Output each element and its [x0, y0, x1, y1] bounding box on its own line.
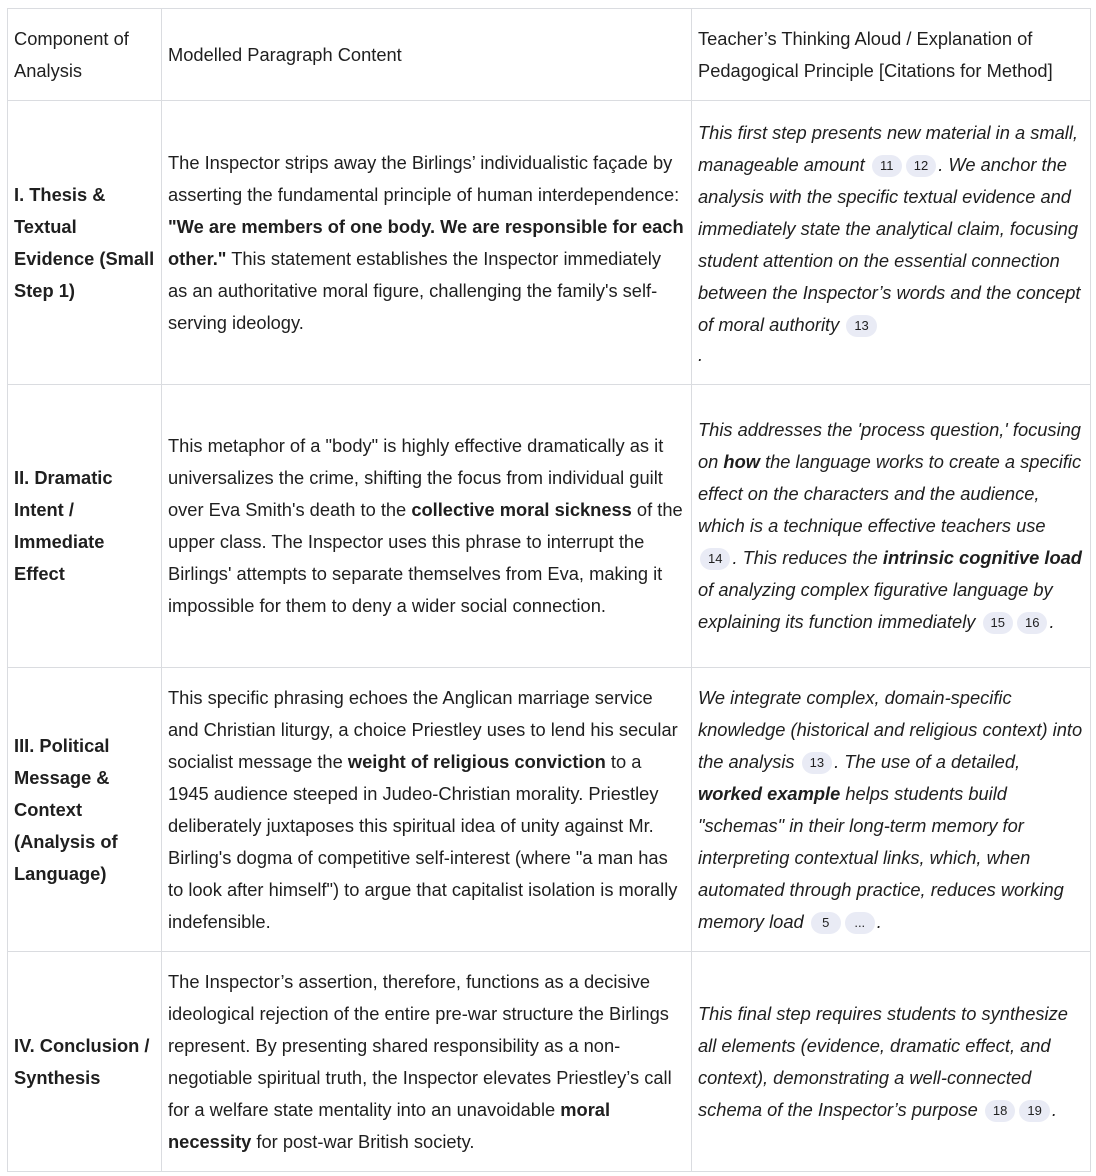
- citation-chip[interactable]: 18: [985, 1100, 1015, 1122]
- paragraph-text: The Inspector’s assertion, therefore, functions as a decisive ideological rejection of the entire pre-war structure the Birlings represent. By presenting shared responsibility as a non-negotiable spiritual truth, the Inspector elevates Priestley’s call for a welfare state mentality into an unavoidable: [168, 970, 672, 1120]
- citation-chip[interactable]: 11: [872, 155, 902, 177]
- explanation-cell: [692, 668, 1091, 952]
- row-component-label: II. Dramatic Intent / Immediate Effect: [8, 385, 162, 668]
- paragraph-text: This statement establishes the Inspector immediately as an authoritative moral figure, challenging the family's self-serving ideology.: [168, 247, 662, 333]
- explanation-text: . The use of a detailed,: [834, 750, 1021, 772]
- explanation-text: .: [876, 910, 882, 932]
- row-component-label: I. Thesis & Textual Evidence (Small Step 1): [8, 101, 162, 385]
- emphasis-text: how: [723, 451, 760, 472]
- table-header-row: [8, 9, 1091, 101]
- explanation-text: helps students build "schemas" in their long-term memory for interpreting contextual links, which, when automated through practice, reduces working memory load: [698, 782, 1064, 932]
- explanation-text: . This reduces the: [732, 547, 883, 568]
- explanation-text: .: [698, 343, 704, 365]
- explanation-text: .: [1049, 611, 1055, 632]
- column-header-explanation: Teacher’s Thinking Aloud / Explanation of Pedagogical Principle [Citations for Method]: [692, 9, 1091, 101]
- paragraph-text: for post-war British society.: [251, 1130, 475, 1152]
- explanation-text: of analyzing complex figurative language by explaining its function immediately: [698, 579, 1053, 632]
- citation-chip[interactable]: 12: [906, 155, 936, 177]
- table-row: [8, 668, 1091, 952]
- explanation-text: This addresses the 'process question,' focusing on: [698, 419, 1081, 472]
- explanation-text: the language works to create a specific effect on the characters and the audience, which is a technique effective teachers use: [698, 451, 1082, 536]
- table-row: [8, 101, 1091, 385]
- paragraph-text: The Inspector strips away the Birlings’ individualistic façade by asserting the fundamental principle of human interdependence:: [168, 151, 680, 205]
- citation-chip[interactable]: 15: [983, 612, 1013, 634]
- quoted-evidence: "We are members of one body. We are responsible for each other.": [168, 215, 684, 269]
- emphasis-text: moral necessity: [168, 1098, 611, 1152]
- row-component-label: IV. Conclusion / Synthesis: [8, 952, 162, 1172]
- modelled-paragraph-cell: [162, 952, 692, 1172]
- paragraph-text: This specific phrasing echoes the Anglican marriage service and Christian liturgy, a choice Priestley uses to lend his secular socialist message the: [168, 686, 678, 772]
- emphasis-text: collective moral sickness: [411, 499, 632, 520]
- column-header-component: Component of Analysis: [8, 9, 162, 101]
- explanation-cell: [692, 952, 1091, 1172]
- citation-more-chip[interactable]: ...: [845, 912, 875, 934]
- explanation-text: We integrate complex, domain-specific knowledge (historical and religious context) into the analysis: [698, 686, 1083, 772]
- modelled-paragraph-cell: [162, 668, 692, 952]
- explanation-cell: [692, 101, 1091, 385]
- citation-chip[interactable]: 13: [846, 315, 876, 337]
- citation-chip[interactable]: 14: [700, 548, 730, 570]
- explanation-text: .: [1051, 1098, 1057, 1120]
- citation-chip[interactable]: 5: [811, 912, 841, 934]
- citation-chip[interactable]: 13: [802, 752, 832, 774]
- emphasis-text: worked example: [698, 782, 841, 804]
- paragraph-text: of the upper class. The Inspector uses this phrase to interrupt the Birlings' attempts to separate themselves from Eva, making it impossible for them to deny a wider social connection.: [168, 499, 683, 616]
- explanation-text: This first step presents new material in a small, manageable amount: [698, 121, 1078, 175]
- column-header-content: Modelled Paragraph Content: [162, 9, 692, 101]
- row-component-label: III. Political Message & Context (Analysis of Language): [8, 668, 162, 952]
- paragraph-text: This metaphor of a "body" is highly effective dramatically as it universalizes the crime, shifting the focus from individual guilt over Eva Smith's death to the: [168, 435, 664, 520]
- explanation-cell: [692, 385, 1091, 668]
- emphasis-text: weight of religious conviction: [347, 750, 606, 772]
- modelled-paragraph-cell: [162, 101, 692, 385]
- emphasis-text: intrinsic cognitive load: [882, 547, 1082, 568]
- paragraph-text: to a 1945 audience steeped in Judeo-Christian morality. Priestley deliberately juxtaposes this spiritual idea of unity against Mr. Birling's dogma of competitive self-interest (where "a man has to look after himself") to argue that capitalist isolation is morally indefensible.: [168, 750, 678, 932]
- table-row: [8, 952, 1091, 1172]
- modelled-paragraph-cell: [162, 385, 692, 668]
- table-row: [8, 385, 1091, 668]
- citation-chip[interactable]: 19: [1019, 1100, 1049, 1122]
- analysis-table: [7, 8, 1091, 1172]
- citation-chip[interactable]: 16: [1017, 612, 1047, 634]
- explanation-text: This final step requires students to synthesize all elements (evidence, dramatic effect, and context), demonstrating a well-connected schema of the Inspector’s purpose: [698, 1002, 1068, 1120]
- explanation-text: . We anchor the analysis with the specific textual evidence and immediately state the analytical claim, focusing student attention on the essential connection between the Inspector’s words and the concept of moral authority: [698, 153, 1081, 335]
